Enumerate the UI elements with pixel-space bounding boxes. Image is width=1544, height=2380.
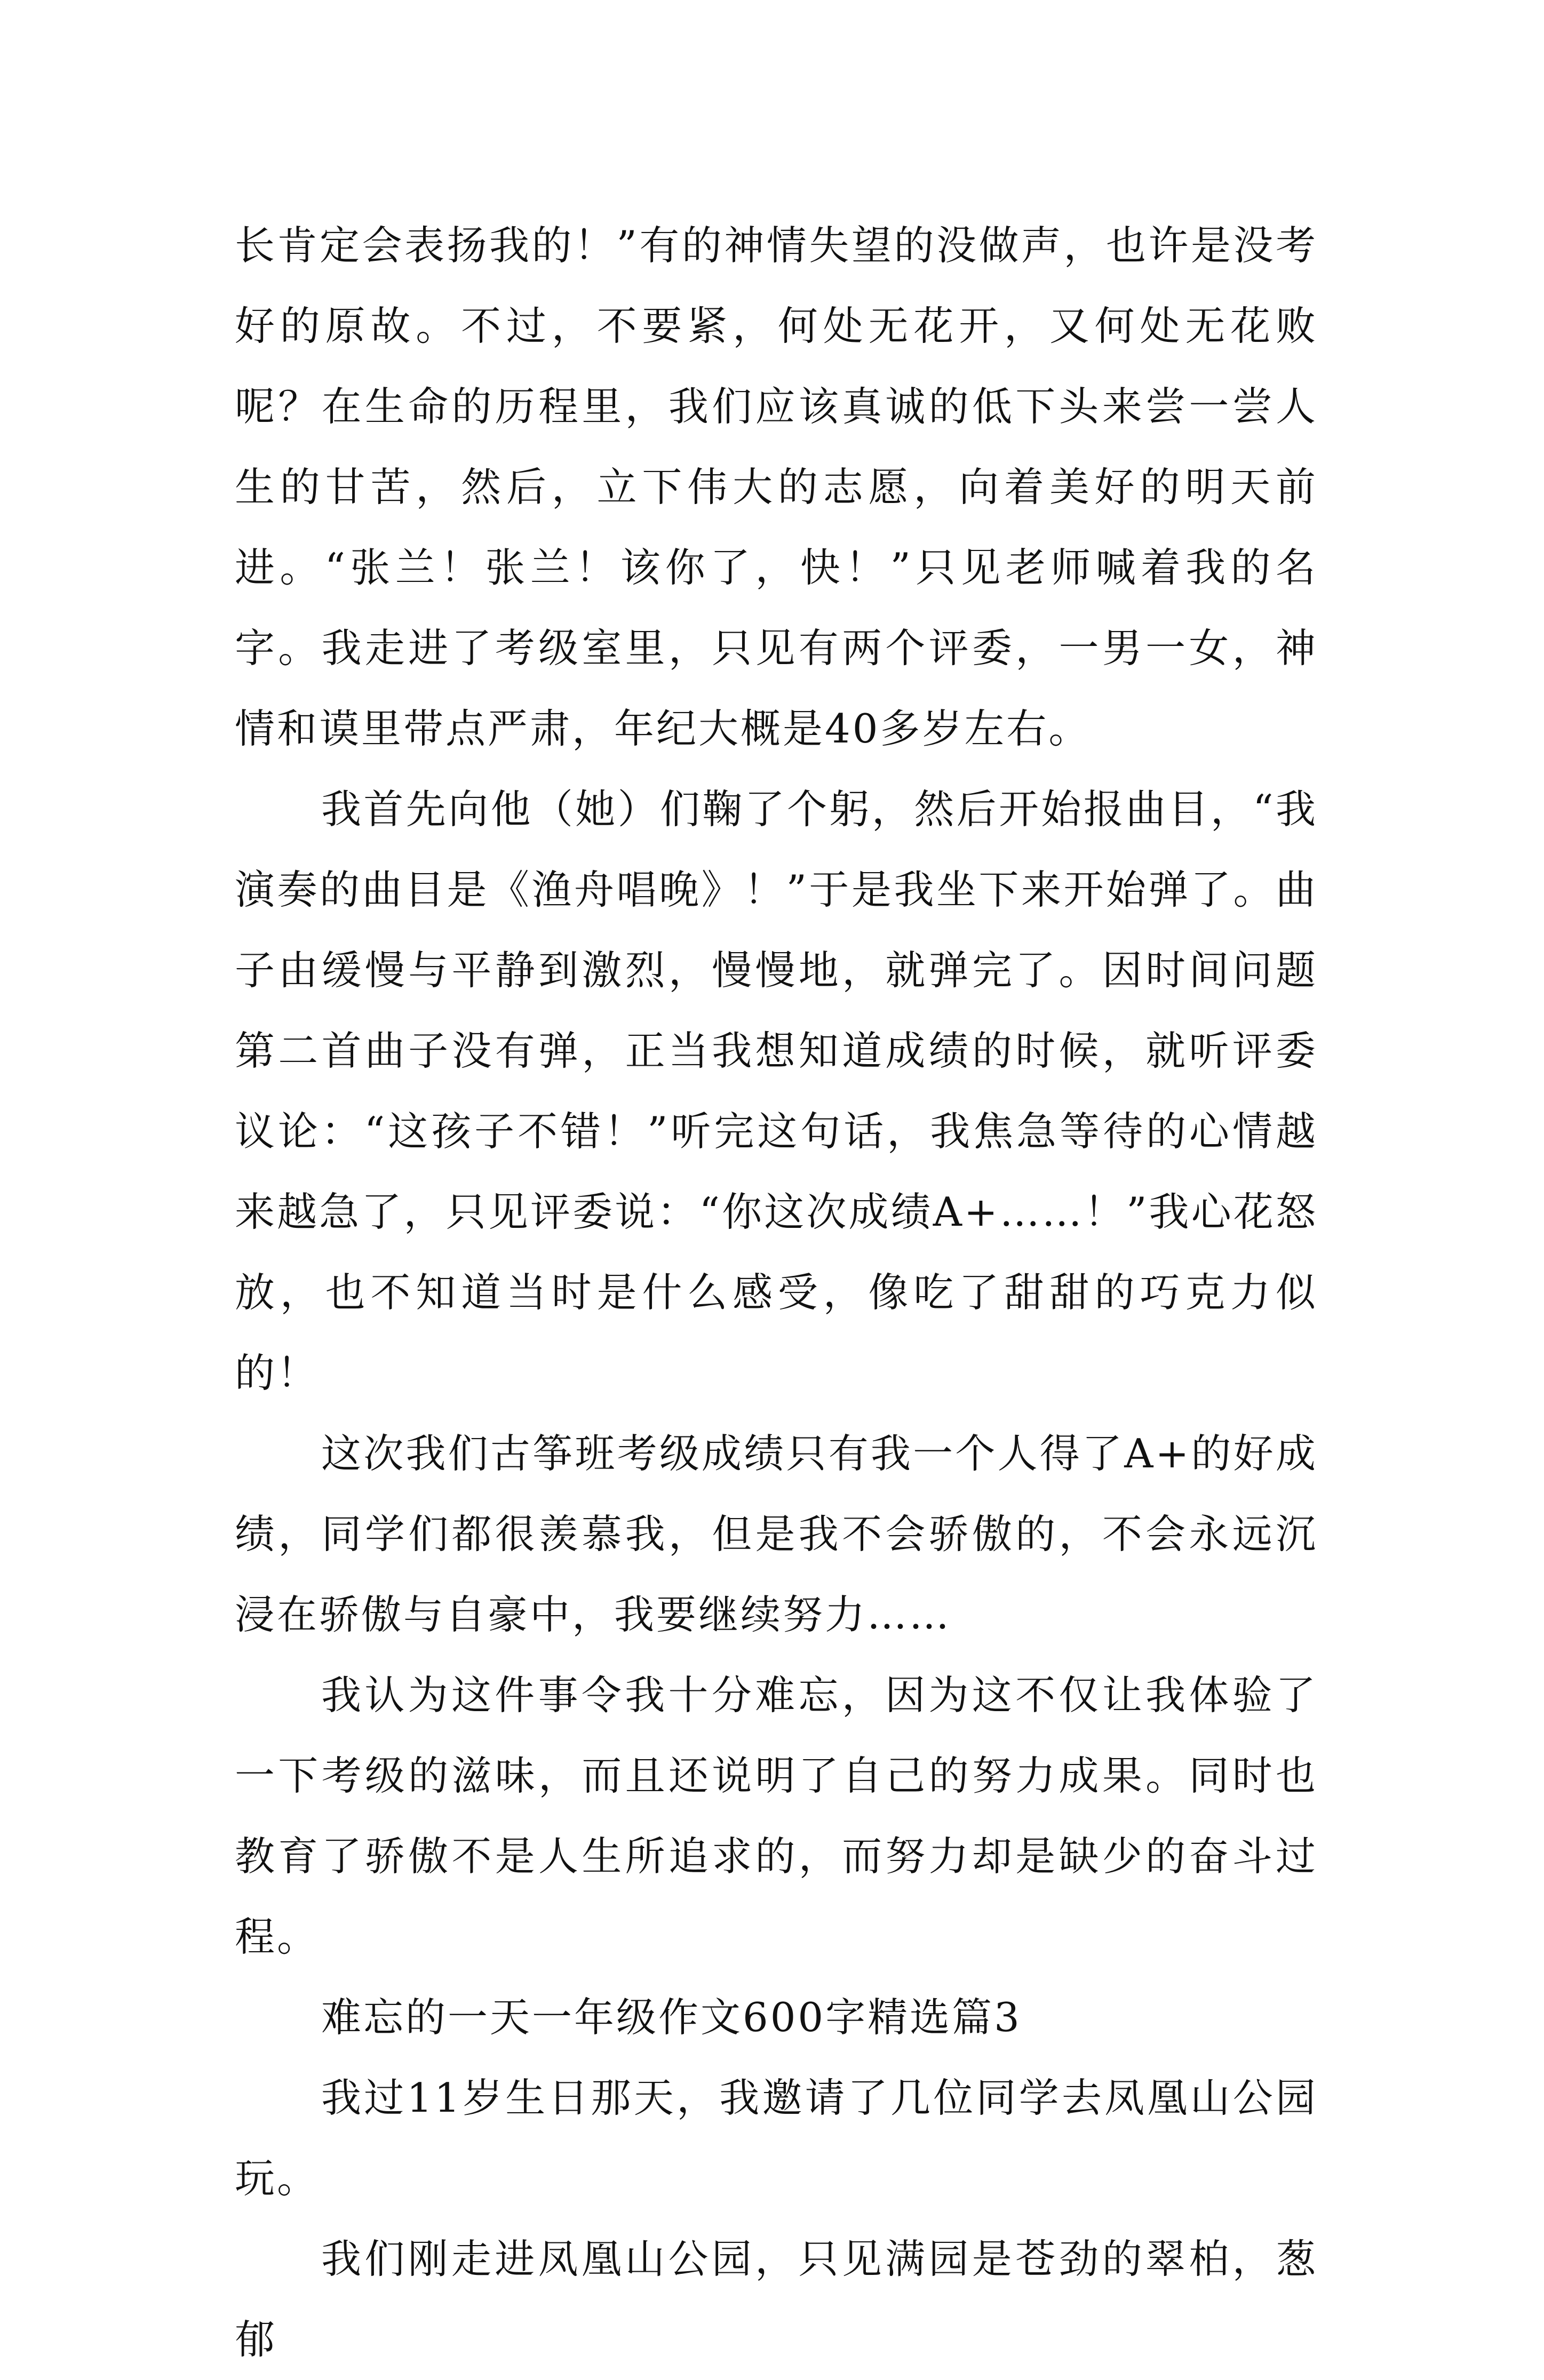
paragraph-3: 这次我们古筝班考级成绩只有我一个人得了A+的好成绩，同学们都很羡慕我，但是我不会骄傲的，不会永远沉浸在骄傲与自豪中，我要继续努力…… [235, 1430, 1318, 1638]
paragraph-2: 我首先向他（她）们鞠了个躬，然后开始报曲目，“我演奏的曲目是《渔舟唱晚》！”于是我坐下来开始弹了。曲子由缓慢与平静到激烈，慢慢地，就弹完了。因时间问题第二首曲子没有弹，正当我想知道成绩的时候，就听评委议论：“这孩子不错！”听完这句话，我焦急等待的心情越来越急了，只见评委说：“你这次成绩A+……！”我心花怒放，也不知道当时是什么感受，像吃了甜甜的巧克力似的！ [235, 786, 1318, 1396]
section-heading: 难忘的一天一年级作文600字精选篇3 [321, 1994, 1022, 2041]
paragraph-5: 我过11岁生日那天，我邀请了几位同学去凤凰山公园玩。 [235, 2074, 1318, 2202]
document-body [235, 205, 1318, 2380]
paragraph-1: 长肯定会表扬我的！”有的神情失望的没做声，也许是没考好的原故。不过，不要紧，何处无花开，又何处无花败呢？在生命的历程里，我们应该真诚的低下头来尝一尝人生的甘苦，然后，立下伟大的志愿，向着美好的明天前进。“张兰！张兰！该你了，快！”只见老师喊着我的名字。我走进了考级室里，只见有两个评委，一男一女，神情和谟里带点严肃，年纪大概是40多岁左右。 [235, 222, 1318, 752]
paragraph-6: 我们刚走进凤凰山公园，只见满园是苍劲的翠柏，葱郁 [235, 2235, 1318, 2363]
paragraph-4: 我认为这件事令我十分难忘，因为这不仅让我体验了一下考级的滋味，而且还说明了自己的努力成果。同时也教育了骄傲不是人生所追求的，而努力却是缺少的奋斗过程。 [235, 1672, 1318, 1960]
